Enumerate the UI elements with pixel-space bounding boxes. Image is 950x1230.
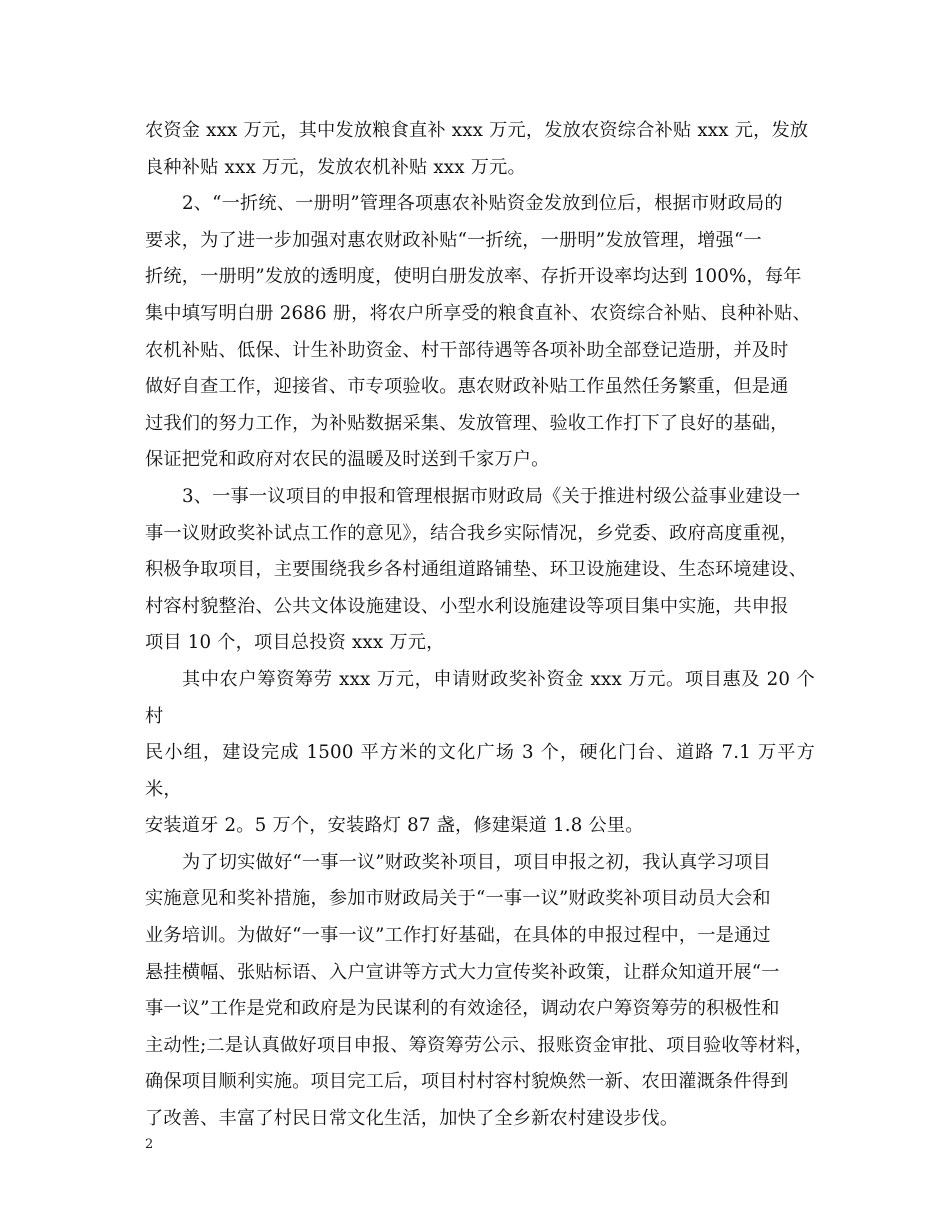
paragraph-3: 3、一事一议项目的申报和管理根据市财政局《关于推进村级公益事业建设一 事一议财政奖补试点工作的意见》，结合我乡实际情况，乡党委、政府高度重视， 积极争取项目，主要围绕我乡各村通组道路铺垫、环卫设施建设、生态环境建设、 村容村貌整治、公共文体设施建设、小型水利设施建设等项目集中实施，共申报 项目 10 个，项目总投资 xxx 万元，	[145, 485, 807, 654]
paragraph-5: 为了切实做好“一事一议”财政奖补项目，项目申报之初，我认真学习项目 实施意见和奖补措施，参加市财政局关于“一事一议”财政奖补项目动员大会和 业务培训。为做好“一事一议”工作打好基础，在具体的申报过程中，一是通过 悬挂横幅、张贴标语、入户宣讲等方式大力宣传奖补政策，让群众知道开展“一 事一议”工作是党和政府是为民谋利的有效途径，调动农户筹资筹劳的积极性和 主动性;二是认真做好项目申报、筹资筹劳公示、报账资金审批、项目验收等材料， 确保项目顺利实施。项目完工后，项目村村容村貌焕然一新、农田灌溉条件得到 了改善、丰富了村民日常文化生活，加快了全乡新农村建设步伐。	[145, 851, 814, 1130]
page-number: 2	[145, 1137, 154, 1152]
paragraph-2: 2、“一折统、一册明”管理各项惠农补贴资金发放到位后，根据市财政局的 要求，为了进一步加强对惠农财政补贴“一折统，一册明”发放管理，增强“一 折统，一册明”发放的透明度，使明白册发放率、存折开设率均达到 100%，每年 集中填写明白册 2686 册，将农户所享受的粮食直补、农资综合补贴、良种补贴、 农机补贴、低保、计生补助资金、村干部待遇等各项补助全部登记造册，并及时 做好自查工作，迎接省、市专项验收。惠农财政补贴工作虽然任务繁重，但是通 过我们的努力工作，为补贴数据采集、发放管理、验收工作打下了良好的基础， 保证把党和政府对农民的温暖及时送到千家万户。	[145, 193, 811, 471]
document-body	[145, 113, 815, 1138]
paragraph-4: 其中农户筹资筹劳 xxx 万元，申请财政奖补资金 xxx 万元。项目惠及 20 个村 民小组，建设完成 1500 平方米的文化广场 3 个，硬化门台、道路 7.1 万平方米， 安装道牙 2。5 万个，安装路灯 87 盏，修建渠道 1.8 公里。	[145, 668, 815, 837]
paragraph-1: 农资金 xxx 万元，其中发放粮食直补 xxx 万元，发放农资综合补贴 xxx 元，发放 良种补贴 xxx 万元，发放农机补贴 xxx 万元。	[145, 120, 809, 178]
